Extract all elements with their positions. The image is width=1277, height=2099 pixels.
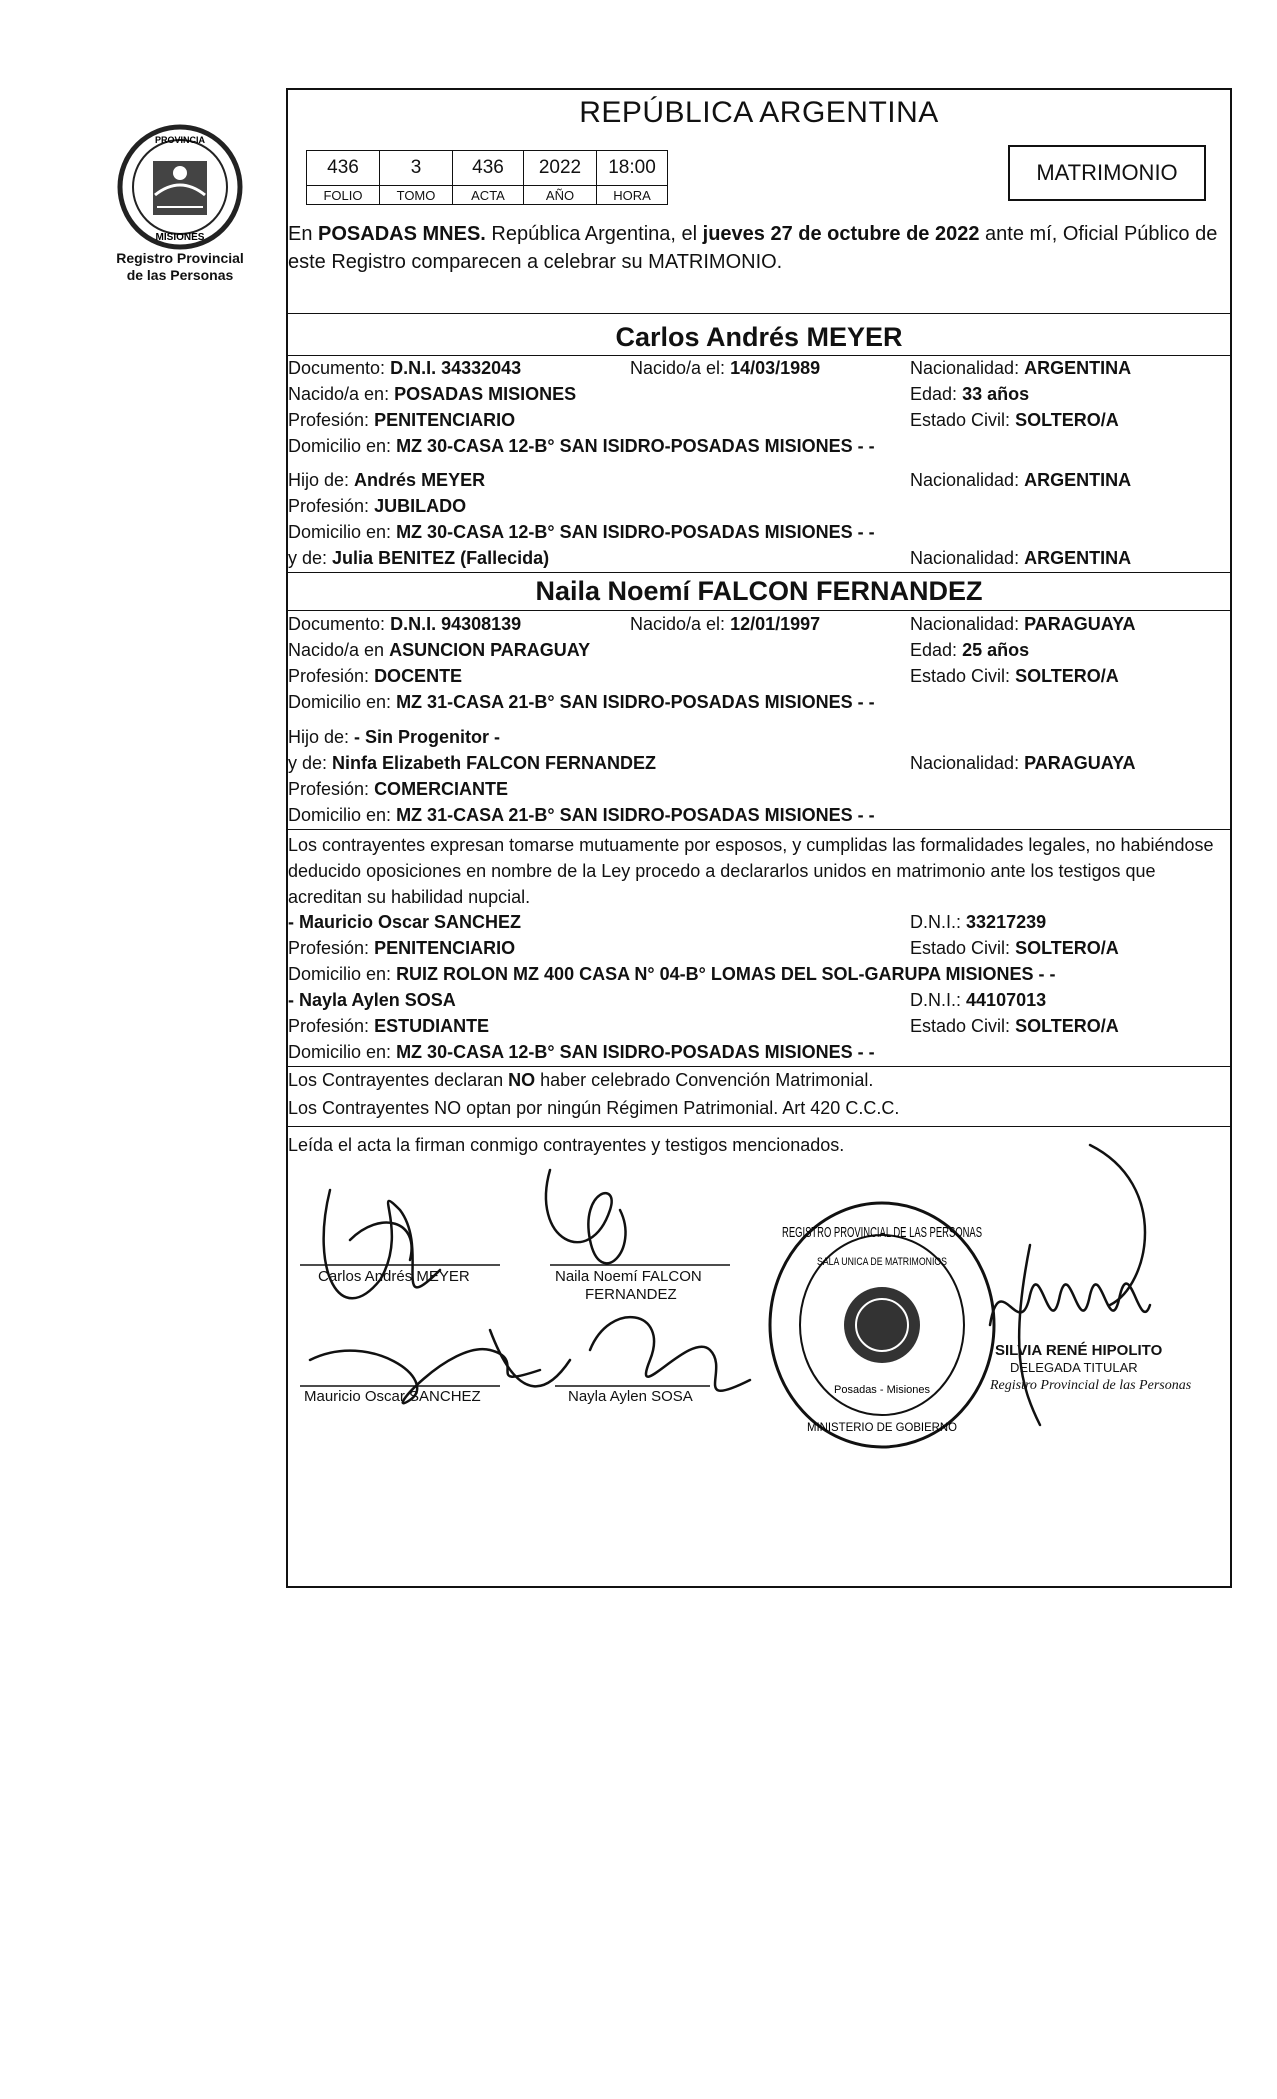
spouse2-mother-profession: Profesión: COMERCIANTE [288, 779, 509, 799]
acta-label: ACTA [453, 186, 524, 205]
divider [286, 610, 1232, 611]
divider [286, 572, 1232, 573]
hora-label: HORA [597, 186, 668, 205]
spouse1-civil-status: Estado Civil: SOLTERO/A [910, 410, 1119, 430]
intro-paragraph: En POSADAS MNES. República Argentina, el jueves 27 de octubre de 2022 ante mí, Oficial Público de este Registro comparecen a celebrar su MATRIMONIO. [288, 223, 1218, 273]
witness2-profession: Profesión: ESTUDIANTE [288, 1016, 490, 1036]
folio-label: FOLIO [307, 186, 380, 205]
divider [286, 355, 1232, 356]
witness1-address: Domicilio en: RUIZ ROLON MZ 400 CASA N° 04-B° LOMAS DEL SOL-GARUPA MISIONES - - [288, 964, 1056, 984]
tomo-value: 3 [380, 151, 453, 186]
spouse2-mother-address: Domicilio en: MZ 31-CASA 21-B° SAN ISIDRO-POSADAS MISIONES - - [288, 805, 875, 825]
country-title: REPÚBLICA ARGENTINA [579, 96, 939, 129]
official-role: DELEGADA TITULAR [1010, 1360, 1138, 1375]
spouse1-father-nationality: Nacionalidad: ARGENTINA [910, 470, 1132, 490]
act-type-box: MATRIMONIO [1008, 145, 1206, 201]
spouse1-born: Nacido/a el: 14/03/1989 [630, 358, 821, 378]
signature-name-spouse1: Carlos Andrés MEYER [318, 1268, 470, 1285]
closing-statement: Leída el acta la firman conmigo contrayentes y testigos mencionados. [288, 1135, 845, 1155]
svg-text:PROVINCIA: PROVINCIA [154, 135, 206, 145]
spouse2-name: Naila Noemí FALCON FERNANDEZ [535, 576, 983, 606]
record-table [306, 150, 668, 205]
divider [286, 1126, 1232, 1127]
spouse1-father: Hijo de: Andrés MEYER [288, 470, 486, 490]
spouse1-address: Domicilio en: MZ 30-CASA 12-B° SAN ISIDRO-POSADAS MISIONES - - [288, 436, 875, 456]
spouse2-profession: Profesión: DOCENTE [288, 666, 463, 686]
witness2-name: - Nayla Aylen SOSA [288, 990, 456, 1010]
official-name: SILVIA RENÉ HIPOLITO [995, 1342, 1163, 1359]
signature-name-spouse2: Naila Noemí FALCON [555, 1268, 702, 1285]
ano-value: 2022 [524, 151, 597, 186]
spouse2-nationality: Nacionalidad: PARAGUAYA [910, 614, 1136, 634]
spouse1-name: Carlos Andrés MEYER [615, 322, 903, 352]
spouse1-father-profession: Profesión: JUBILADO [288, 496, 467, 516]
spouse2-age: Edad: 25 años [910, 640, 1030, 660]
spouse2-birthplace: Nacido/a en ASUNCION PARAGUAY [288, 640, 591, 660]
divider [286, 1066, 1232, 1067]
spouse2-father: Hijo de: - Sin Progenitor - [288, 727, 501, 747]
spouse2-civil-status: Estado Civil: SOLTERO/A [910, 666, 1119, 686]
acta-value: 436 [453, 151, 524, 186]
witness1-dni: D.N.I.: 33217239 [910, 912, 1047, 932]
spouse1-nationality: Nacionalidad: ARGENTINA [910, 358, 1132, 378]
official-stamp [762, 1195, 1002, 1455]
folio-value: 436 [307, 151, 380, 186]
spouse2-mother-nationality: Nacionalidad: PARAGUAYA [910, 753, 1136, 773]
witness1-name: - Mauricio Oscar SANCHEZ [288, 912, 522, 932]
registry-label: Registro Provincial de las Personas [116, 250, 244, 283]
spouse1-father-address: Domicilio en: MZ 30-CASA 12-B° SAN ISIDRO-POSADAS MISIONES - - [288, 522, 875, 542]
signature-name-spouse2-cont: FERNANDEZ [585, 1286, 677, 1303]
witness1-profession: Profesión: PENITENCIARIO [288, 938, 516, 958]
witness2-dni: D.N.I.: 44107013 [910, 990, 1047, 1010]
spouse1-mother: y de: Julia BENITEZ (Fallecida) [288, 548, 550, 568]
svg-text:MISIONES: MISIONES [155, 232, 205, 243]
spouse2-address: Domicilio en: MZ 31-CASA 21-B° SAN ISIDRO-POSADAS MISIONES - - [288, 692, 875, 712]
divider [286, 829, 1232, 830]
spouse2-born: Nacido/a el: 12/01/1997 [630, 614, 821, 634]
svg-text:Posadas - Misiones: Posadas - Misiones [834, 1384, 930, 1396]
signature-name-witness1: Mauricio Oscar SANCHEZ [304, 1388, 481, 1405]
divider [286, 313, 1232, 314]
svg-text:MINISTERIO DE GOBIERNO: MINISTERIO DE GOBIERNO [807, 1420, 957, 1434]
svg-text:SALA UNICA DE MATRIMONIOS: SALA UNICA DE MATRIMONIOS [817, 1256, 947, 1268]
spouse2-mother: y de: Ninfa Elizabeth FALCON FERNANDEZ [288, 753, 657, 773]
spouse1-doc: Documento: D.N.I. 34332043 [288, 358, 522, 378]
spouse1-birthplace: Nacido/a en: POSADAS MISIONES [288, 384, 577, 404]
svg-text:REGISTRO PROVINCIAL DE LAS PER: REGISTRO PROVINCIAL DE LAS PERSONAS [782, 1224, 982, 1241]
spouse1-mother-nationality: Nacionalidad: ARGENTINA [910, 548, 1132, 568]
spouse1-profession: Profesión: PENITENCIARIO [288, 410, 516, 430]
witness2-civil-status: Estado Civil: SOLTERO/A [910, 1016, 1119, 1036]
declaration-paragraph: Los contrayentes expresan tomarse mutuamente por esposos, y cumplidas las formalidades legales, no habiéndose deducido oposiciones en nombre de la Ley procedo a declararlos unidos en matrimonio ante los testigos que acreditan su habilidad nupcial. [288, 835, 1214, 907]
provincial-seal [105, 115, 255, 265]
ano-label: AÑO [524, 186, 597, 205]
spouse2-doc: Documento: D.N.I. 94308139 [288, 614, 522, 634]
regime-statement: Los Contrayentes NO optan por ningún Régimen Patrimonial. Art 420 C.C.C. [288, 1098, 900, 1118]
witness1-civil-status: Estado Civil: SOLTERO/A [910, 938, 1119, 958]
tomo-label: TOMO [380, 186, 453, 205]
official-organization: Registro Provincial de las Personas [990, 1378, 1192, 1393]
spouse1-age: Edad: 33 años [910, 384, 1030, 404]
witness2-address: Domicilio en: MZ 30-CASA 12-B° SAN ISIDRO-POSADAS MISIONES - - [288, 1042, 875, 1062]
convention-statement: Los Contrayentes declaran NO haber celebrado Convención Matrimonial. [288, 1070, 874, 1090]
hora-value: 18:00 [597, 151, 668, 186]
signature-name-witness2: Nayla Aylen SOSA [568, 1388, 693, 1405]
